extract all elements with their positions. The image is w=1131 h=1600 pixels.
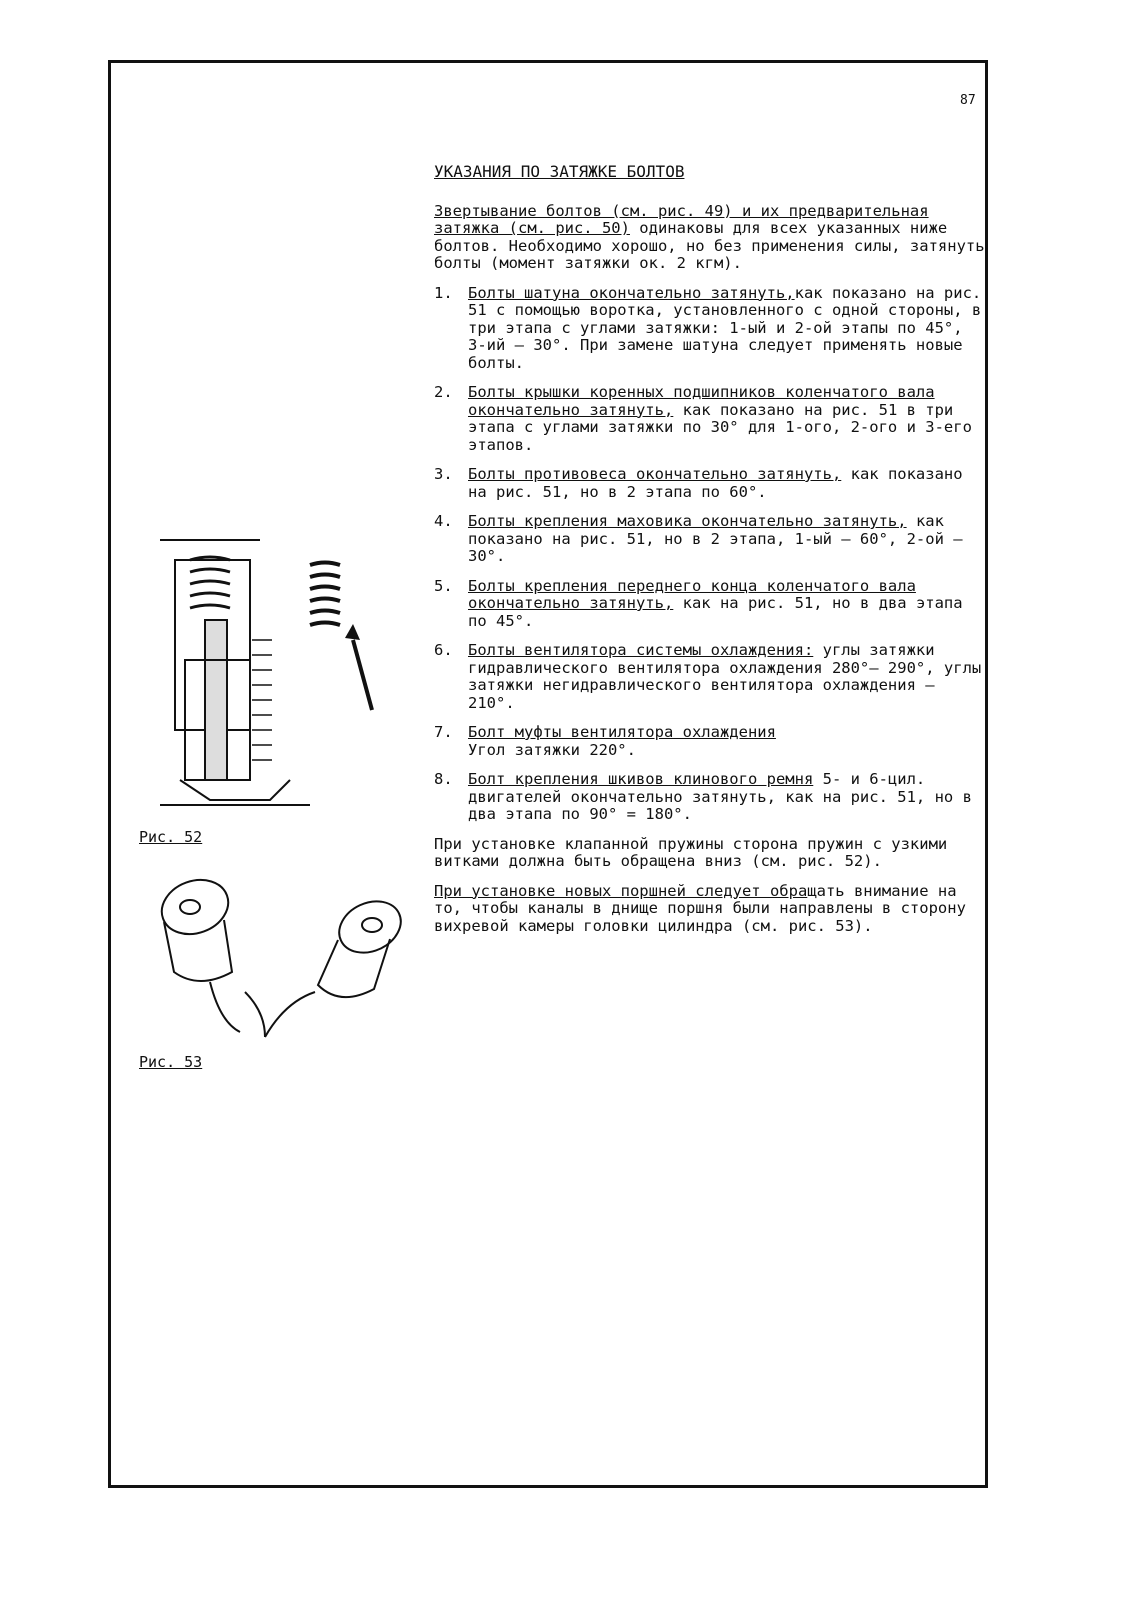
piston-paragraph [434, 883, 989, 936]
bolt-list [434, 285, 989, 824]
piston-rest: щать внимание на то, чтобы каналы в днище поршня были направлены в сторону вихревой камеры головки цилиндра (см. рис. 53). [434, 881, 966, 935]
figure-53-caption: Рис. 53 [139, 1053, 203, 1071]
main-text [434, 163, 989, 947]
list-item: 5. Болты крепления переднего конца коленчатого вала окончательно затянуть, как на рис. 51, но в два этапа по 45°. [434, 576, 963, 630]
list-item: 6. Болты вентилятора системы охлаждения: углы затяжки гидравлического вентилятора охлаждения 280°– 290°, углы затяжки негидравлического вентилятора охлаждения – 210°. [434, 641, 982, 712]
intro-rest: одинаковы для всех указанных ниже болтов. Необходимо хорошо, но без применения силы, затянуть болты (момент затяжки ок. 2 кгм). [434, 219, 985, 272]
page-title: УКАЗАНИЯ ПО ЗАТЯЖКЕ БОЛТОВ [434, 162, 685, 181]
figure-52-valve-spring [160, 530, 420, 820]
list-item: 8. Болт крепления шкивов клинового ремня 5- и 6-цил. двигателей окончательно затянуть, как на рис. 51, но в два этапа по 90° = 180°. [434, 770, 972, 823]
intro-paragraph [434, 203, 989, 273]
list-item: 2. Болты крышки коренных подшипников коленчатого вала окончательно затянуть, как показано на рис. 51 в три этапа с углами затяжки по 30° для 1-ого, 2-ого и 3-его этапов. [434, 383, 972, 454]
intro-underlined: Звертывание болтов (см. рис. 49) и их предварительная затяжка (см. рис. 50) [434, 201, 929, 237]
figure-53-pistons [150, 862, 420, 1042]
figure-52-caption: Рис. 52 [139, 828, 203, 846]
list-item: 1. Болты шатуна окончательно затянуть,как показано на рис. 51 с помощью воротка, установленного с одной стороны, в три этапа с углами затяжки: 1-ый и 2-ой этапы по 45°, 3-ий – 30°. При замене шатуна следует применять новые болты. [434, 283, 982, 372]
spring-paragraph: При установке клапанной пружины сторона пружин с узкими витками должна быть обращена вниз (см. рис. 52). [434, 834, 948, 870]
list-item: 3. Болты противовеса окончательно затянуть, как показано на рис. 51, но в 2 этапа по 60°. [434, 465, 963, 501]
piston-underlined: При установке новых поршней следует обра [434, 881, 808, 900]
list-item: 7. Болт муфты вентилятора охлаждения Угол затяжки 220°. [434, 723, 776, 759]
list-item: 4. Болты крепления маховика окончательно затянуть, как показано на рис. 51, но в 2 этапа, 1-ый – 60°, 2-ой – 30°. [434, 512, 963, 565]
page-number: 87 [960, 93, 976, 108]
